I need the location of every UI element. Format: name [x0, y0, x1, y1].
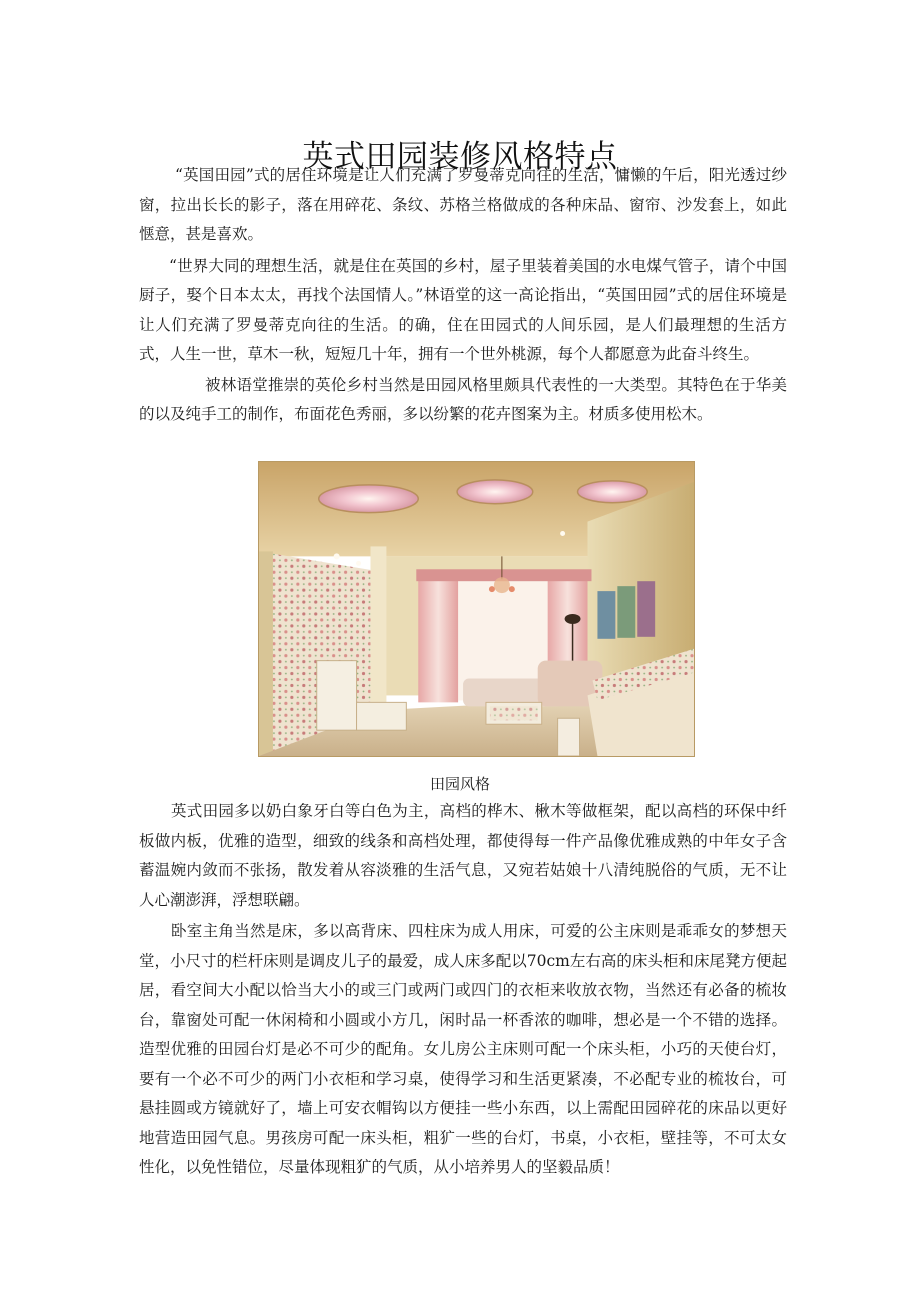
- paragraph-2: “世界大同的理想生活，就是住在英国的乡村，屋子里装着美国的水电煤气管子，请个中国厨子，娶个日本太太，再找个法国情人。”林语堂的这一高论指出，“英国田园”式的居住环境是让人们充满了罗曼蒂克向往的生活。的确，住在田园式的人间乐园，是人们最理想的生活方式，人生一世，草木一秋，短短几十年，拥有一个世外桃源，每个人都愿意为此奋斗终生。: [139, 256, 787, 363]
- living-room-photo: [258, 461, 695, 757]
- figure-caption: 田园风格: [429, 775, 490, 793]
- living-room-illustration: [259, 462, 694, 756]
- paragraph-1: “英国田园”式的居住环境是让人们充满了罗曼蒂克向往的生活，慵懒的午后，阳光透过纱窗，拉出长长的影子，落在用碎花、条纹、苏格兰格做成的各种床品、窗帘、沙发套上，如此惬意，甚是喜欢。: [139, 166, 787, 243]
- document-title: 英式田园装修风格特点: [302, 138, 618, 175]
- intro-text: [139, 161, 787, 430]
- paragraph-5: 卧室主角当然是床，多以高背床、四柱床为成人用床，可爱的公主床则是乖乖女的梦想天堂，小尺寸的栏杆床则是调皮儿子的最爱，成人床多配以70cm左右高的床头柜和床尾凳方便起居，看空间大小配以恰当大小的或三门或两门或四门的衣柜来收放衣物，当然还有必备的梳妆台，靠窗处可配一休闲椅和小圆或小方几，闲时品一杯香浓的咖啡，想必是一个不错的选择。造型优雅的田园台灯是必不可少的配角。女儿房公主床则可配一个床头柜，小巧的天使台灯，要有一个必不可少的两门小衣柜和学习桌，使得学习和生活更紧凑，不必配专业的梳妆台，可悬挂圆或方镜就好了，墙上可安衣帽钩以方便挂一些小东西，以上需配田园碎花的床品以更好地营造田园气息。男孩房可配一床头柜，粗犷一些的台灯，书桌，小衣柜，壁挂等，不可太女性化，以免性错位，尽量体现粗犷的气质，从小培养男人的坚毅品质！: [139, 922, 787, 1176]
- paragraph-3: 被林语堂推崇的英伦乡村当然是田园风格里颇具代表性的一大类型。其特色在于华美的以及纯手工的制作，布面花色秀丽，多以纷繁的花卉图案为主。材质多使用松木。: [139, 375, 787, 423]
- body-text: [139, 797, 787, 1183]
- paragraph-4: 英式田园多以奶白象牙白等白色为主，高档的桦木、楸木等做框架，配以高档的环保中纤板做内板，优雅的造型，细致的线条和高档处理，都使得每一件产品像优雅成熟的中年女子含蓄温婉内敛而不张扬，散发着从容淡雅的生活气息，又宛若姑娘十八清纯脱俗的气质，无不让人心潮澎湃，浮想联翩。: [139, 802, 787, 909]
